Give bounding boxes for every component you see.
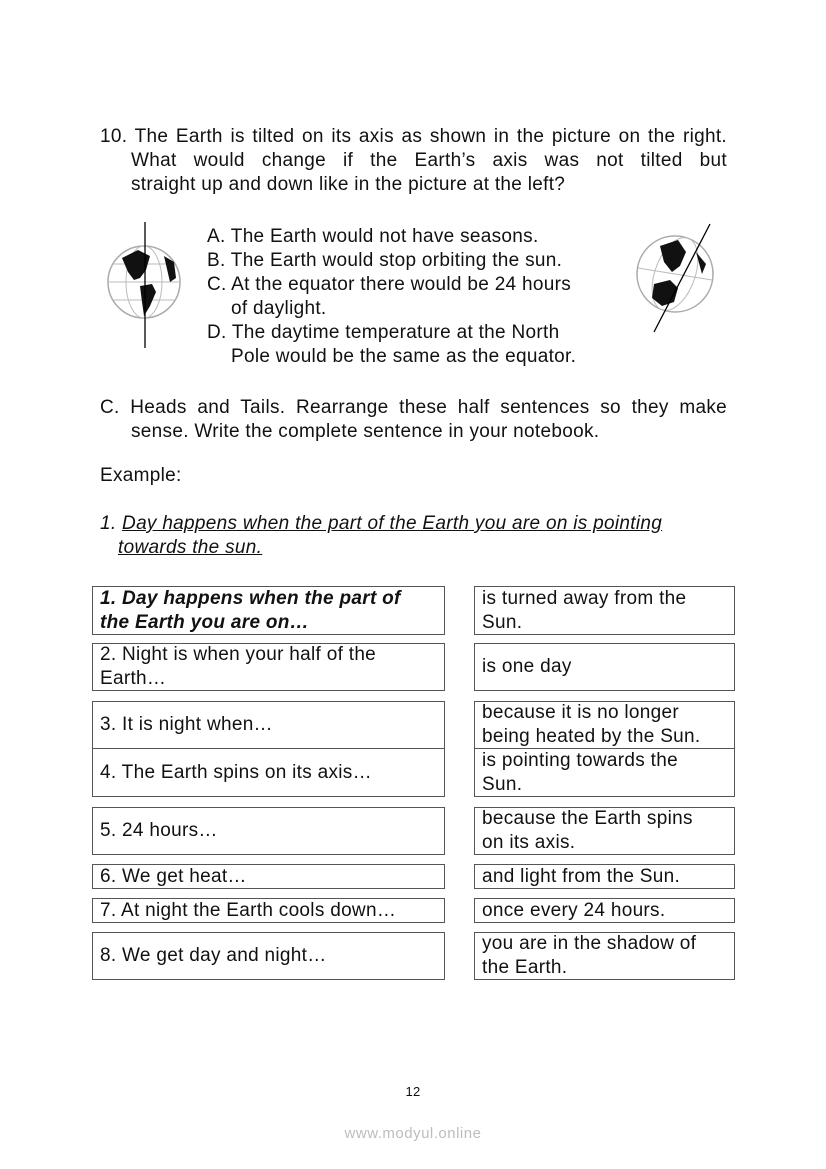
tail-card-line: is turned away from the — [482, 587, 687, 609]
head-card-8 — [92, 932, 445, 980]
tail-card-8 — [474, 932, 735, 980]
option-d-line1: D. The daytime temperature at the North — [207, 322, 560, 343]
tail-card-line: because the Earth spins — [482, 808, 693, 829]
head-card-text — [100, 899, 396, 923]
tail-card-text — [482, 655, 572, 679]
head-card-line: Earth… — [100, 668, 167, 689]
tail-card-2 — [474, 643, 735, 691]
head-card-5 — [92, 807, 445, 855]
head-card-text — [100, 944, 327, 968]
tail-card-text — [482, 587, 686, 635]
tail-card-1 — [474, 586, 735, 635]
head-card-line: 5. 24 hours… — [100, 820, 218, 841]
tail-card-line: on its axis. — [482, 832, 576, 853]
tail-card-text — [482, 932, 696, 980]
section-c-instructions-line1: C. Heads and Tails. Rearrange these half sentences so they make — [100, 397, 727, 418]
tail-card-4 — [474, 749, 735, 797]
tail-card-line: the Earth. — [482, 957, 568, 978]
tail-card-line: being heated by the Sun. — [482, 726, 701, 747]
head-card-text — [100, 713, 273, 737]
head-card-text — [100, 761, 372, 785]
head-card-text — [100, 643, 376, 691]
question-10-line3: straight up and down like in the picture at the left? — [131, 174, 566, 195]
head-card-7 — [92, 898, 445, 923]
head-card-line: 8. We get day and night… — [100, 945, 327, 966]
page-number: 12 — [405, 1084, 421, 1099]
tail-card-line: Sun. — [482, 773, 523, 795]
question-10-line2: What would change if the Earth’s axis was not tilted but — [131, 150, 727, 171]
head-card-text — [100, 819, 218, 843]
tail-card-text — [482, 865, 680, 889]
tilted-earth-globe-icon — [630, 222, 722, 334]
tail-card-line: is pointing towards the — [482, 749, 678, 771]
example-sentence-line1: 1. Day happens when the part of the Earth you are on is pointing — [100, 513, 663, 534]
upright-earth-globe-icon — [104, 222, 186, 350]
head-card-line: 7. At night the Earth cools down… — [100, 899, 397, 921]
tail-card-line: once every 24 hours. — [482, 899, 666, 921]
example-sentence-line2: towards the sun. — [118, 537, 263, 558]
tail-card-text — [482, 749, 678, 797]
tail-card-text — [482, 899, 665, 923]
head-card-2 — [92, 643, 445, 691]
example-label: Example: — [100, 465, 182, 486]
head-card-text — [100, 865, 247, 889]
head-card-3 — [92, 701, 445, 749]
head-card-line: 3. It is night when… — [100, 714, 273, 735]
watermark: www.modyul.online — [344, 1125, 482, 1142]
tail-card-line: and light from the Sun. — [482, 865, 681, 887]
head-card-line: 4. The Earth spins on its axis… — [100, 761, 372, 783]
option-c-line1: C. At the equator there would be 24 hours — [207, 274, 572, 295]
head-card-line: 1. Day happens when the part of — [100, 587, 401, 609]
section-c-instructions-line2: sense. Write the complete sentence in your notebook. — [131, 421, 600, 442]
tail-card-line: is one day — [482, 656, 572, 677]
tail-card-7 — [474, 898, 735, 923]
head-card-4 — [92, 749, 445, 797]
option-a: A. The Earth would not have seasons. — [207, 226, 539, 247]
option-d-line2: Pole would be the same as the equator. — [231, 346, 577, 367]
tail-card-text — [482, 701, 700, 749]
tail-card-3 — [474, 701, 735, 749]
head-card-line: 2. Night is when your half of the — [100, 644, 377, 665]
question-10-line1: 10. The Earth is tilted on its axis as shown in the picture on the right. — [100, 126, 727, 147]
head-card-6 — [92, 864, 445, 889]
head-card-text — [100, 587, 401, 635]
head-card-line: 6. We get heat… — [100, 865, 247, 887]
tail-card-line: you are in the shadow of — [482, 933, 697, 954]
tail-card-line: because it is no longer — [482, 702, 680, 723]
tail-card-6 — [474, 864, 735, 889]
tail-card-text — [482, 807, 693, 855]
tail-card-line: Sun. — [482, 611, 523, 633]
option-b: B. The Earth would stop orbiting the sun. — [207, 250, 563, 271]
head-card-1 — [92, 586, 445, 635]
tail-card-5 — [474, 807, 735, 855]
example-sentence-text: Day happens when the part of the Earth you are on is pointing — [122, 513, 663, 534]
head-card-line: the Earth you are on… — [100, 611, 310, 633]
option-c-line2: of daylight. — [231, 298, 327, 319]
